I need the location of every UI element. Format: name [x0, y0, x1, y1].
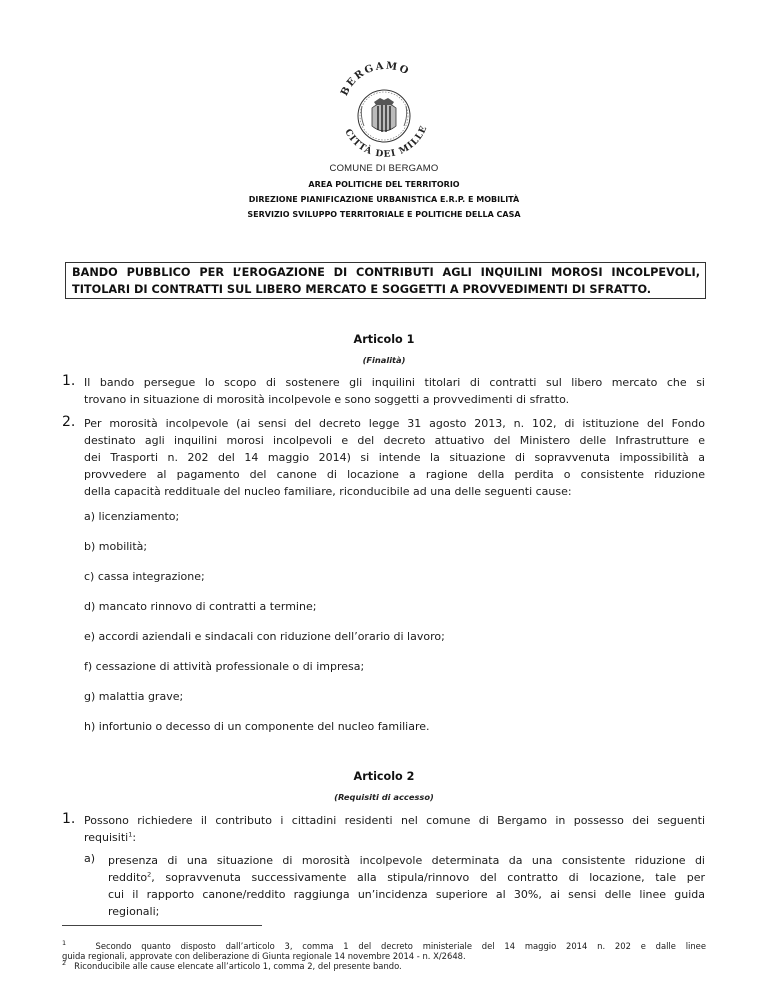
comune-name: COMUNE DI BERGAMO — [329, 163, 439, 174]
text-line — [62, 961, 706, 971]
text: : — [132, 831, 137, 844]
text-line: guida regionali, approvate con deliberazione di Giunta regionale 14 novembre 2014 - n. X/2648. — [62, 951, 466, 961]
article-2-heading: Articolo 2 — [353, 770, 415, 783]
cause-item: g) malattia grave; — [84, 690, 184, 703]
text: reddito — [108, 871, 148, 884]
article-1-para-2 — [84, 415, 705, 500]
bando-title-line1: BANDO PUBBLICO PER L’EROGAZIONE DI CONTRIBUTI AGLI INQUILINI MOROSI INCOLPEVOLI, — [72, 266, 700, 279]
text: Secondo quanto disposto dall’articolo 3, comma 1 del decreto ministeriale del 14 maggio 2014 n. 202 e dalle linee — [95, 941, 706, 951]
text: Riconducibile alle cause elencate all’articolo 1, comma 2, del presente bando. — [74, 961, 402, 971]
text-line: regionali; — [108, 905, 160, 918]
city-seal-logo — [320, 50, 450, 170]
area-heading: AREA POLITICHE DEL TERRITORIO — [308, 180, 460, 189]
footnote-ref-2: 2 — [147, 870, 152, 879]
cause-item: c) cassa integrazione; — [84, 570, 205, 583]
article-1-heading: Articolo 1 — [353, 333, 415, 346]
direzione-heading: DIREZIONE PIANIFICAZIONE URBANISTICA E.R.P. E MOBILITÀ — [248, 195, 520, 204]
article-2-subtitle: (Requisiti di accesso) — [334, 792, 434, 802]
bando-title-box — [65, 262, 706, 299]
article-1-para-1 — [84, 374, 705, 408]
text: requisiti — [84, 831, 129, 844]
svg-text:BERGAMO — [339, 61, 412, 98]
cause-item: a) licenziamento; — [84, 510, 180, 523]
text-line — [84, 829, 705, 846]
footnote-1 — [62, 941, 706, 961]
cause-item: f) cessazione di attività professionale o di impresa; — [84, 660, 365, 673]
footnote-number: 2 — [62, 959, 67, 968]
text-line: Per morosità incolpevole (ai sensi del decreto legge 31 agosto 2013, n. 102, di istituzione del Fondo — [84, 417, 705, 430]
text-line: destinato agli inquilini morosi incolpevoli e del decreto attuativo del Ministero delle Infrastrutture e — [84, 434, 705, 447]
text-line: della capacità reddituale del nucleo familiare, riconducibile ad una delle seguenti cause: — [84, 485, 572, 498]
text-line — [108, 869, 705, 886]
cause-item: h) infortunio o decesso di un componente del nucleo familiare. — [84, 720, 430, 733]
requirement-a-text — [108, 852, 705, 920]
footnote-2 — [62, 961, 706, 971]
text-line: provvedere al pagamento del canone di locazione a ragione della perdita o consistente riduzione — [84, 468, 705, 481]
cause-item: e) accordi aziendali e sindacali con riduzione dell’orario di lavoro; — [84, 630, 445, 643]
article-2-para-1-number: 1. — [62, 811, 76, 827]
requirement-a-label: a) — [84, 852, 96, 865]
text-line: cui il rapporto canone/reddito raggiunga un’incidenza superiore al 30%, ai sensi delle linee guida — [108, 888, 705, 901]
footnote-separator — [62, 925, 262, 926]
footnote-number: 1 — [62, 939, 67, 948]
text-line: dei Trasporti n. 202 del 14 maggio 2014) si intende la situazione di sopravvenuta impossibilità a — [84, 451, 705, 464]
text-line: trovano in situazione di morosità incolpevole e sono soggetti a provvedimenti di sfratto. — [84, 393, 570, 406]
article-1-subtitle: (Finalità) — [362, 355, 406, 365]
cause-item: d) mancato rinnovo di contratti a termine; — [84, 600, 317, 613]
text-line: Possono richiedere il contributo i cittadini residenti nel comune di Bergamo in possesso dei seguenti — [84, 814, 705, 827]
cause-item: b) mobilità; — [84, 540, 148, 553]
article-1-para-2-number: 2. — [62, 414, 76, 430]
text: , sopravvenuta successivamente alla stipula/rinnovo del contratto di locazione, tale per — [151, 871, 705, 884]
servizio-heading: SERVIZIO SVILUPPO TERRITORIALE E POLITICHE DELLA CASA — [247, 210, 521, 219]
article-1-para-1-number: 1. — [62, 373, 76, 389]
seal-text-bottom: CITTÀ DEI MILLE — [342, 123, 430, 160]
article-2-para-1 — [84, 812, 705, 846]
text-line — [62, 941, 706, 951]
seal-text-top: BERGAMO — [339, 60, 412, 98]
footnote-ref-1: 1 — [128, 830, 133, 839]
text-line: presenza di una situazione di morosità incolpevole determinata da una consistente riduzione di — [108, 854, 705, 867]
text-line: Il bando persegue lo scopo di sostenere gli inquilini titolari di contratti sul libero mercato che si — [84, 376, 705, 389]
bando-title-line2: TITOLARI DI CONTRATTI SUL LIBERO MERCATO E SOGGETTI A PROVVEDIMENTI DI SFRATTO. — [72, 282, 652, 296]
